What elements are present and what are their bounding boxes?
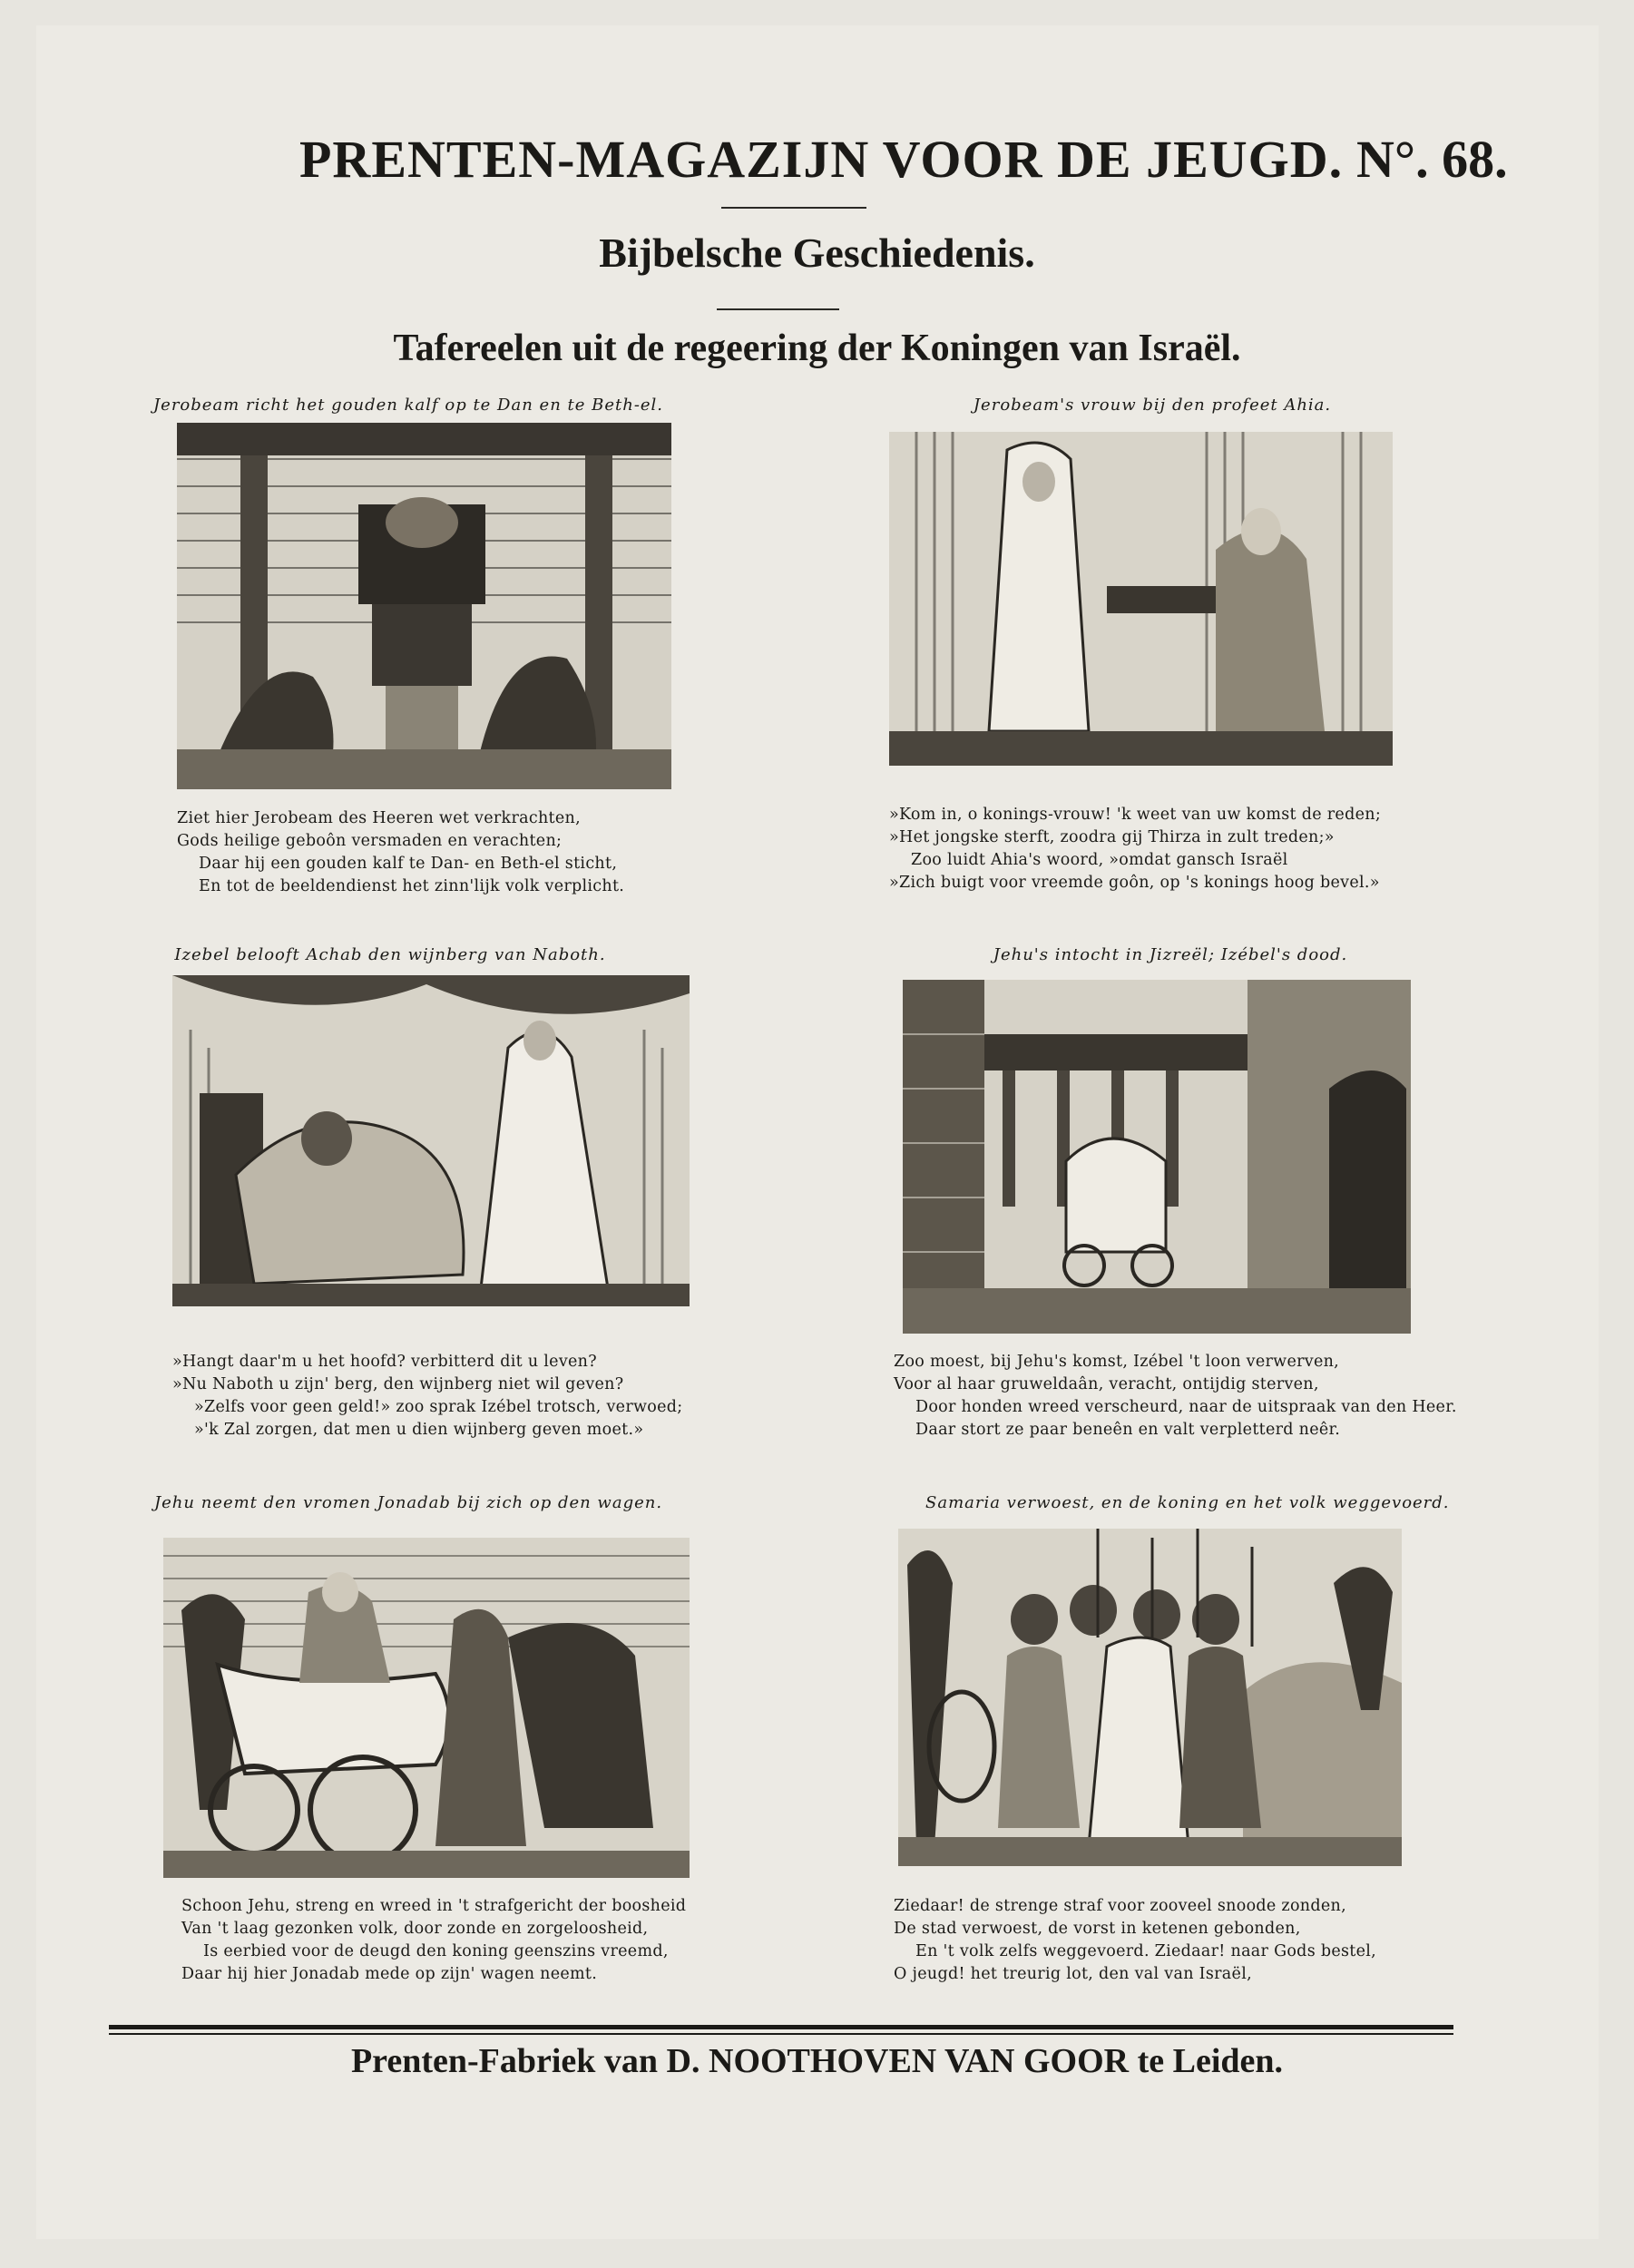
verse-line: »Kom in, o konings-vrouw! 'k weet van uw komst de reden;: [889, 806, 1382, 824]
verse-line: »'k Zal zorgen, dat men u dien wijnberg geven moet.»: [194, 1421, 644, 1439]
woodcut-illustration-5: [163, 1538, 690, 1878]
panel-caption-2: Jerobeam's vrouw bij den profeet Ahia.: [973, 396, 1332, 415]
footer-rule-thin: [109, 2033, 1453, 2035]
woodcut-illustration-3: [172, 975, 690, 1306]
panel-caption-4: Jehu's intocht in Jizreël; Izébel's dood.: [993, 945, 1348, 964]
title-rule-top: [721, 207, 866, 209]
magazine-title: PRENTEN-MAGAZIJN VOOR DE JEUGD.: [299, 130, 1344, 189]
panel-caption-5: Jehu neemt den vromen Jonadab bij zich op den wagen.: [153, 1493, 663, 1512]
panel-verse-6: [894, 1895, 1376, 1986]
verse-line: Voor al haar gruweldaân, veracht, ontijdig sterven,: [894, 1375, 1319, 1393]
footer-rule-thick: [109, 2025, 1453, 2029]
verse-line: Is eerbied voor de deugd den koning geenszins vreemd,: [203, 1942, 669, 1960]
verse-line: Zoo luidt Ahia's woord, »omdat gansch Israël: [911, 851, 1288, 869]
panel-verse-5: [181, 1895, 686, 1986]
woodcut-illustration-1: [177, 423, 671, 789]
verse-line: En tot de beeldendienst het zinn'lijk volk verplicht.: [199, 877, 625, 895]
panel-verse-4: [894, 1351, 1457, 1442]
section-title: Bijbelsche Geschiedenis.: [599, 230, 1035, 276]
samaria-captives-scene: [898, 1529, 1402, 1866]
panel-caption-3: Izebel belooft Achab den wijnberg van Naboth.: [174, 945, 606, 964]
jehu-entry-scene: [903, 980, 1411, 1334]
verse-line: »Zich buigt voor vreemde goôn, op 's konings hoog bevel.»: [889, 874, 1380, 892]
title-rule-bottom: [717, 308, 839, 310]
woodcut-illustration-2: [889, 432, 1393, 766]
panel-caption-6: Samaria verwoest, en de koning en het volk weggevoerd.: [925, 1493, 1450, 1512]
verse-line: Daar hij een gouden kalf te Dan- en Beth-el sticht,: [199, 855, 618, 873]
verse-line: Ziedaar! de strenge straf voor zooveel snoode zonden,: [894, 1897, 1346, 1915]
woodcut-illustration-6: [898, 1529, 1402, 1866]
verse-line: »Nu Naboth u zijn' berg, den wijnberg niet wil geven?: [172, 1375, 624, 1393]
verse-line: De stad verwoest, de vorst in ketenen gebonden,: [894, 1920, 1301, 1938]
verse-line: Schoon Jehu, streng en wreed in 't strafgericht der boosheid: [181, 1897, 687, 1915]
verse-line: Gods heilige geboôn versmaden en verachten;: [177, 832, 563, 850]
jehu-jonadab-scene: [163, 1538, 690, 1878]
prophet-scene: [889, 432, 1393, 766]
verse-line: O jeugd! het treurig lot, den val van Israël,: [894, 1965, 1252, 1983]
verse-line: Door honden wreed verscheurd, naar de uitspraak van den Heer.: [915, 1398, 1457, 1416]
verse-line: Zoo moest, bij Jehu's komst, Izébel 't loon verwerven,: [894, 1353, 1340, 1371]
woodcut-illustration-4: [903, 980, 1411, 1334]
verse-line: En 't volk zelfs weggevoerd. Ziedaar! naar Gods bestel,: [915, 1942, 1377, 1960]
panel-verse-2: [889, 804, 1381, 894]
publisher-footer: Prenten-Fabriek van D. NOOTHOVEN VAN GOOR te Leiden.: [350, 2042, 1284, 2080]
verse-line: Daar stort ze paar beneên en valt verpletterd neêr.: [915, 1421, 1341, 1439]
panel-verse-1: [177, 807, 624, 898]
verse-line: »Zelfs voor geen geld!» zoo sprak Izébel trotsch, verwoed;: [194, 1398, 683, 1416]
page-subtitle: Tafereelen uit de regeering der Koningen van Israël.: [393, 327, 1241, 369]
verse-line: Daar hij hier Jonadab mede op zijn' wagen neemt.: [181, 1965, 598, 1983]
panel-verse-3: [172, 1351, 682, 1442]
panel-caption-1: Jerobeam richt het gouden kalf op te Dan en te Beth-el.: [152, 396, 664, 415]
verse-line: Van 't laag gezonken volk, door zonde en zorgeloosheid,: [181, 1920, 649, 1938]
izebel-achab-scene: [172, 975, 690, 1306]
verse-line: »Hangt daar'm u het hoofd? verbitterd dit u leven?: [172, 1353, 597, 1371]
issue-number: N°. 68.: [1356, 130, 1508, 189]
verse-line: Ziet hier Jerobeam des Heeren wet verkrachten,: [177, 809, 581, 827]
golden-calf-scene: [177, 423, 671, 789]
verse-line: »Het jongske sterft, zoodra gij Thirza in zult treden;»: [889, 828, 1335, 846]
